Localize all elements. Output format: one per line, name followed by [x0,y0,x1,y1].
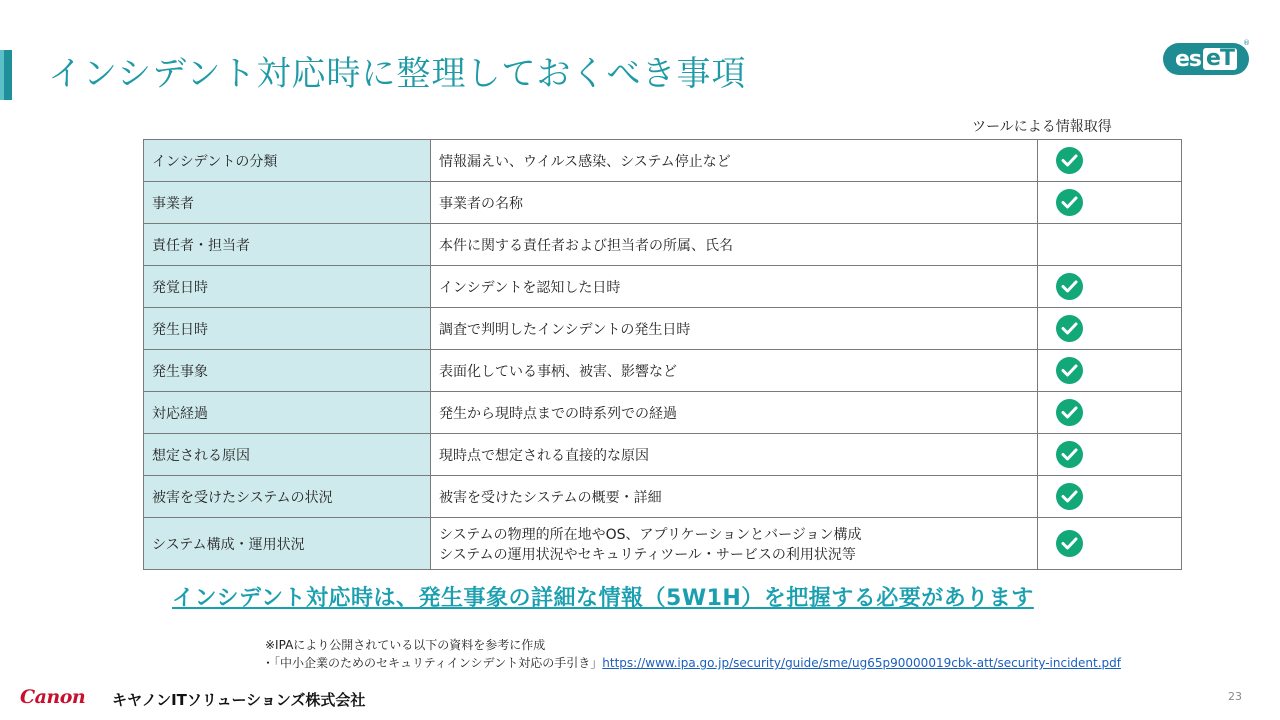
table-row [144,518,1182,570]
check-cell [1038,518,1182,570]
item-cell: 被害を受けたシステムの状況 [144,476,431,518]
check-cell-empty [1038,224,1182,266]
table-row [144,434,1182,476]
source-title: ・「中小企業のためのセキュリティインシデント対応の手引き」 [262,656,603,670]
table-row [144,476,1182,518]
desc-cell: 被害を受けたシステムの概要・詳細 [431,476,1038,518]
desc-cell: 事業者の名称 [431,182,1038,224]
canon-logo: Canon [20,686,86,708]
summary-message: インシデント対応時は、発生事象の詳細な情報（5W1H）を把握する必要があります [172,586,1034,611]
check-cell [1038,308,1182,350]
check-cell [1038,434,1182,476]
item-cell: インシデントの分類 [144,140,431,182]
item-cell: 発生日時 [144,308,431,350]
eset-logo [1163,43,1249,75]
check-circle-icon [1056,147,1083,174]
check-circle-icon [1056,189,1083,216]
check-cell [1038,392,1182,434]
desc-cell: 本件に関する責任者および担当者の所属、氏名 [431,224,1038,266]
registered-mark: ® [1243,39,1250,47]
check-circle-icon [1056,483,1083,510]
company-name: キヤノンITソリューションズ株式会社 [112,691,366,709]
item-cell: 発生事象 [144,350,431,392]
check-circle-icon [1056,315,1083,342]
desc-cell: 調査で判明したインシデントの発生日時 [431,308,1038,350]
check-cell [1038,350,1182,392]
desc-cell: インシデントを認知した日時 [431,266,1038,308]
item-cell: 事業者 [144,182,431,224]
table-row [144,182,1182,224]
check-circle-icon [1056,530,1083,557]
table-row [144,308,1182,350]
desc-cell: 情報漏えい、ウイルス感染、システム停止など [431,140,1038,182]
incident-items-table [143,139,1182,570]
check-cell [1038,182,1182,224]
check-cell [1038,266,1182,308]
check-circle-icon [1056,357,1083,384]
item-cell: 発覚日時 [144,266,431,308]
check-circle-icon [1056,273,1083,300]
desc-cell [431,518,1038,570]
table-row [144,350,1182,392]
item-cell: 責任者・担当者 [144,224,431,266]
table-row [144,224,1182,266]
tool-column-header: ツールによる情報取得 [972,119,1112,135]
check-circle-icon [1056,399,1083,426]
desc-cell: 発生から現時点までの時系列での経過 [431,392,1038,434]
title-accent-bar [0,50,12,100]
table-row [144,392,1182,434]
check-cell [1038,140,1182,182]
desc-cell: 表面化している事柄、被害、影響など [431,350,1038,392]
desc-line: システムの運用状況やセキュリティツール・サービスの利用状況等 [439,546,856,563]
source-reference [262,654,1121,671]
desc-line: システムの物理的所在地やOS、アプリケーションとバージョン構成 [439,526,862,543]
table-row [144,266,1182,308]
source-link[interactable]: https://www.ipa.go.jp/security/guide/sme/ug65p90000019cbk-att/security-incident.pdf [602,656,1122,670]
page-number: 23 [1228,690,1242,703]
item-cell: システム構成・運用状況 [144,518,431,570]
slide-title: インシデント対応時に整理しておくべき事項 [48,54,747,94]
eset-logo-text-left: es [1175,46,1202,72]
table-row [144,140,1182,182]
eset-logo-text-right: eT [1203,48,1237,70]
desc-cell: 現時点で想定される直接的な原因 [431,434,1038,476]
check-circle-icon [1056,441,1083,468]
check-cell [1038,476,1182,518]
item-cell: 想定される原因 [144,434,431,476]
item-cell: 対応経過 [144,392,431,434]
source-note: ※IPAにより公開されている以下の資料を参考に作成 [265,638,546,652]
